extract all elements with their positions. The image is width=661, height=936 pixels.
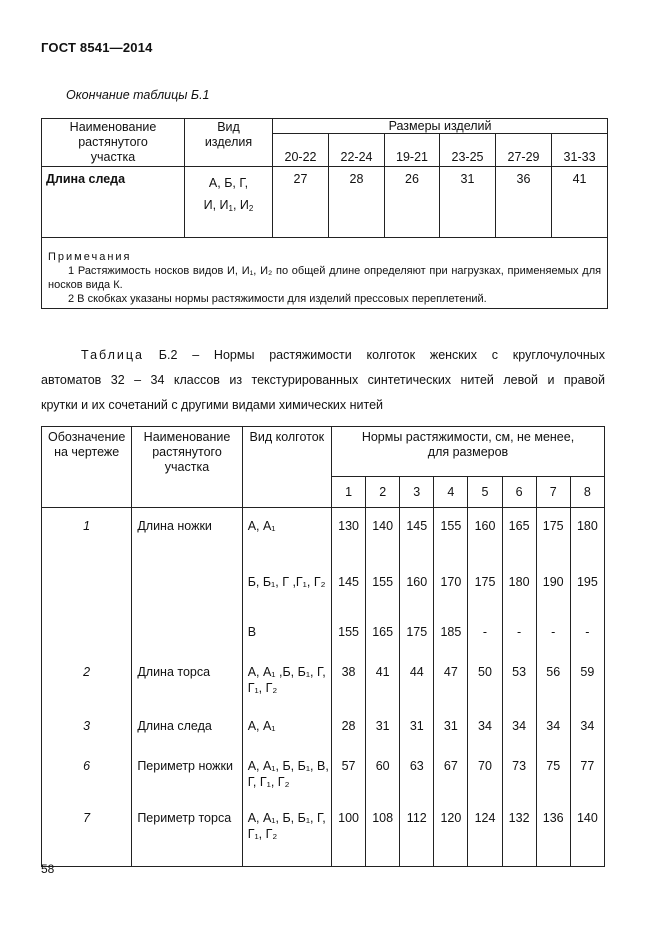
- table-b2: [41, 426, 605, 867]
- table-row: [42, 656, 605, 710]
- table-row: [42, 802, 605, 867]
- table-b2-value: 73: [502, 750, 536, 802]
- table-b2-value: 50: [468, 656, 502, 710]
- table-b2-value: 185: [434, 616, 468, 656]
- table-b2-value: 130: [332, 508, 366, 567]
- table-b2-size-number: 5: [468, 477, 502, 508]
- table-b2-size-number: 8: [570, 477, 604, 508]
- table-b1-size: 31-33: [552, 134, 608, 167]
- table-b2-value: 28: [332, 710, 366, 750]
- table-b2-value: -: [570, 616, 604, 656]
- table-b2-value: 175: [400, 616, 434, 656]
- table-b2-value: 145: [400, 508, 434, 567]
- table-b2-col-norms: Нормы растяжимости, см, не менее, для размеров: [332, 427, 605, 477]
- table-b2-value: 34: [536, 710, 570, 750]
- table-b2-part: Длина ножки: [132, 508, 242, 567]
- table-b1-col-part: Наименование растянутого участка: [69, 120, 157, 164]
- table-b2-value: -: [502, 616, 536, 656]
- table-b2-value: 44: [400, 656, 434, 710]
- table-b2-part: [132, 566, 242, 616]
- table-b2-value: 160: [400, 566, 434, 616]
- table-b1-size: 27-29: [496, 134, 552, 167]
- table-b1-caption: Окончание таблицы Б.1: [66, 88, 210, 102]
- table-b2-value: 124: [468, 802, 502, 867]
- table-b2-value: 165: [366, 616, 400, 656]
- table-b2-title: Таблица Б.2 – Нормы растяжимости колготок женских с круглочулочных автоматов 32 – 34 классов из текстурированных синтетических нитей левой и правой крутки и их сочетаний с другими видами химических нитей: [41, 348, 605, 412]
- table-b1-value: 41: [552, 167, 608, 238]
- table-b2-value: 31: [400, 710, 434, 750]
- table-b2-value: 67: [434, 750, 468, 802]
- table-b1: [41, 118, 608, 309]
- table-b2-value: 190: [536, 566, 570, 616]
- table-b2-type: А, А₁ ,Б, Б₁, Г, Г₁, Г₂: [242, 656, 331, 710]
- standard-header: ГОСТ 8541—2014: [41, 40, 153, 55]
- table-b1-value: 36: [496, 167, 552, 238]
- notes-title: Примечания: [48, 251, 132, 263]
- table-b2-value: 41: [366, 656, 400, 710]
- note-1: 1 Растяжимость носков видов И, И₁, И₂ по общей длине определяют при нагрузках, применяемых для носков вида К.: [48, 265, 602, 291]
- table-b2-part: [132, 616, 242, 656]
- table-b1-size: 23-25: [440, 134, 496, 167]
- table-b2-value: 136: [536, 802, 570, 867]
- table-b2-value: 140: [366, 508, 400, 567]
- table-b1-part: Длина следа: [42, 167, 185, 238]
- table-row: [42, 566, 605, 616]
- table-b1-size: 22-24: [329, 134, 385, 167]
- table-b2-value: 160: [468, 508, 502, 567]
- table-b2-value: 165: [502, 508, 536, 567]
- table-b2-col-mark: Обозначение на чертеже: [42, 427, 132, 508]
- table-b2-type: В: [242, 616, 331, 656]
- table-b2-part: Длина торса: [132, 656, 242, 710]
- table-b2-size-number: 4: [434, 477, 468, 508]
- table-b2-value: 53: [502, 656, 536, 710]
- table-b2-size-number: 3: [400, 477, 434, 508]
- table-b2-value: 59: [570, 656, 604, 710]
- table-b2-type: А, А₁, Б, Б₁, В, Г, Г₁, Г₂: [242, 750, 331, 802]
- table-b2-value: -: [468, 616, 502, 656]
- table-row: [42, 167, 608, 238]
- table-b2-value: 60: [366, 750, 400, 802]
- table-b2-value: 34: [570, 710, 604, 750]
- table-b2-value: 195: [570, 566, 604, 616]
- table-b2-mark: 7: [42, 802, 132, 867]
- table-b2-mark: 1: [42, 508, 132, 567]
- table-b1-value: 26: [385, 167, 440, 238]
- table-b2-mark: [42, 566, 132, 616]
- table-b2-value: -: [536, 616, 570, 656]
- table-b2-type: Б, Б₁, Г ,Г₁, Г₂: [242, 566, 331, 616]
- table-b2-value: 47: [434, 656, 468, 710]
- table-b2-value: 145: [332, 566, 366, 616]
- page-number: 58: [41, 862, 55, 876]
- table-row: [42, 616, 605, 656]
- table-b2-size-number: 6: [502, 477, 536, 508]
- table-b2-value: 175: [468, 566, 502, 616]
- table-b2-title-prefix: Таблица: [81, 348, 145, 362]
- table-b1-size: 20-22: [273, 134, 329, 167]
- table-b2-value: 155: [332, 616, 366, 656]
- table-b2-value: 77: [570, 750, 604, 802]
- table-b2-type: А, А₁: [242, 710, 331, 750]
- table-b2-value: 120: [434, 802, 468, 867]
- table-b1-type: А, Б, Г, И, $И_1$, $И_2$: [185, 167, 273, 238]
- table-b2-value: 31: [366, 710, 400, 750]
- table-b2-size-number: 2: [366, 477, 400, 508]
- table-b2-value: 57: [332, 750, 366, 802]
- table-b2-part: Периметр торса: [132, 802, 242, 867]
- table-row: [42, 750, 605, 802]
- table-b2-part: Периметр ножки: [132, 750, 242, 802]
- table-b2-part: Длина следа: [132, 710, 242, 750]
- table-b2-mark: [42, 616, 132, 656]
- table-b2-col-type: Вид колготок: [242, 427, 331, 508]
- table-b2-value: 140: [570, 802, 604, 867]
- table-b2-value: 170: [434, 566, 468, 616]
- table-b2-mark: 3: [42, 710, 132, 750]
- table-b2-value: 31: [434, 710, 468, 750]
- table-row: [42, 710, 605, 750]
- note-2: 2 В скобках указаны нормы растяжимости для изделий прессовых переплетений.: [68, 293, 487, 305]
- table-b2-value: 180: [570, 508, 604, 567]
- table-b2-value: 56: [536, 656, 570, 710]
- table-b2-value: 180: [502, 566, 536, 616]
- table-b2-type: А, А₁: [242, 508, 331, 567]
- table-b1-col-sizes: Размеры изделий: [273, 119, 608, 134]
- table-b2-value: 155: [434, 508, 468, 567]
- table-b2-value: 34: [468, 710, 502, 750]
- table-b1-col-type: Вид изделия: [204, 120, 253, 149]
- table-b2-value: 63: [400, 750, 434, 802]
- table-b2-value: 38: [332, 656, 366, 710]
- table-b2-type: А, А₁, Б, Б₁, Г, Г₁, Г₂: [242, 802, 331, 867]
- table-b2-value: 112: [400, 802, 434, 867]
- table-b2-value: 132: [502, 802, 536, 867]
- table-b2-value: 155: [366, 566, 400, 616]
- table-b2-value: 175: [536, 508, 570, 567]
- table-b2-value: 70: [468, 750, 502, 802]
- table-b1-value: 27: [273, 167, 329, 238]
- table-b2-value: 75: [536, 750, 570, 802]
- table-b2-value: 100: [332, 802, 366, 867]
- table-b2-size-number: 1: [332, 477, 366, 508]
- table-b2-size-number: 7: [536, 477, 570, 508]
- table-b2-value: 108: [366, 802, 400, 867]
- table-b1-value: 31: [440, 167, 496, 238]
- table-b2-col-part: Наименование растянутого участка: [132, 427, 242, 508]
- table-row: [42, 508, 605, 567]
- table-b1-notes: [42, 238, 608, 309]
- table-b2-mark: 2: [42, 656, 132, 710]
- table-b1-size: 19-21: [385, 134, 440, 167]
- table-b1-value: 28: [329, 167, 385, 238]
- table-b2-mark: 6: [42, 750, 132, 802]
- table-b2-value: 34: [502, 710, 536, 750]
